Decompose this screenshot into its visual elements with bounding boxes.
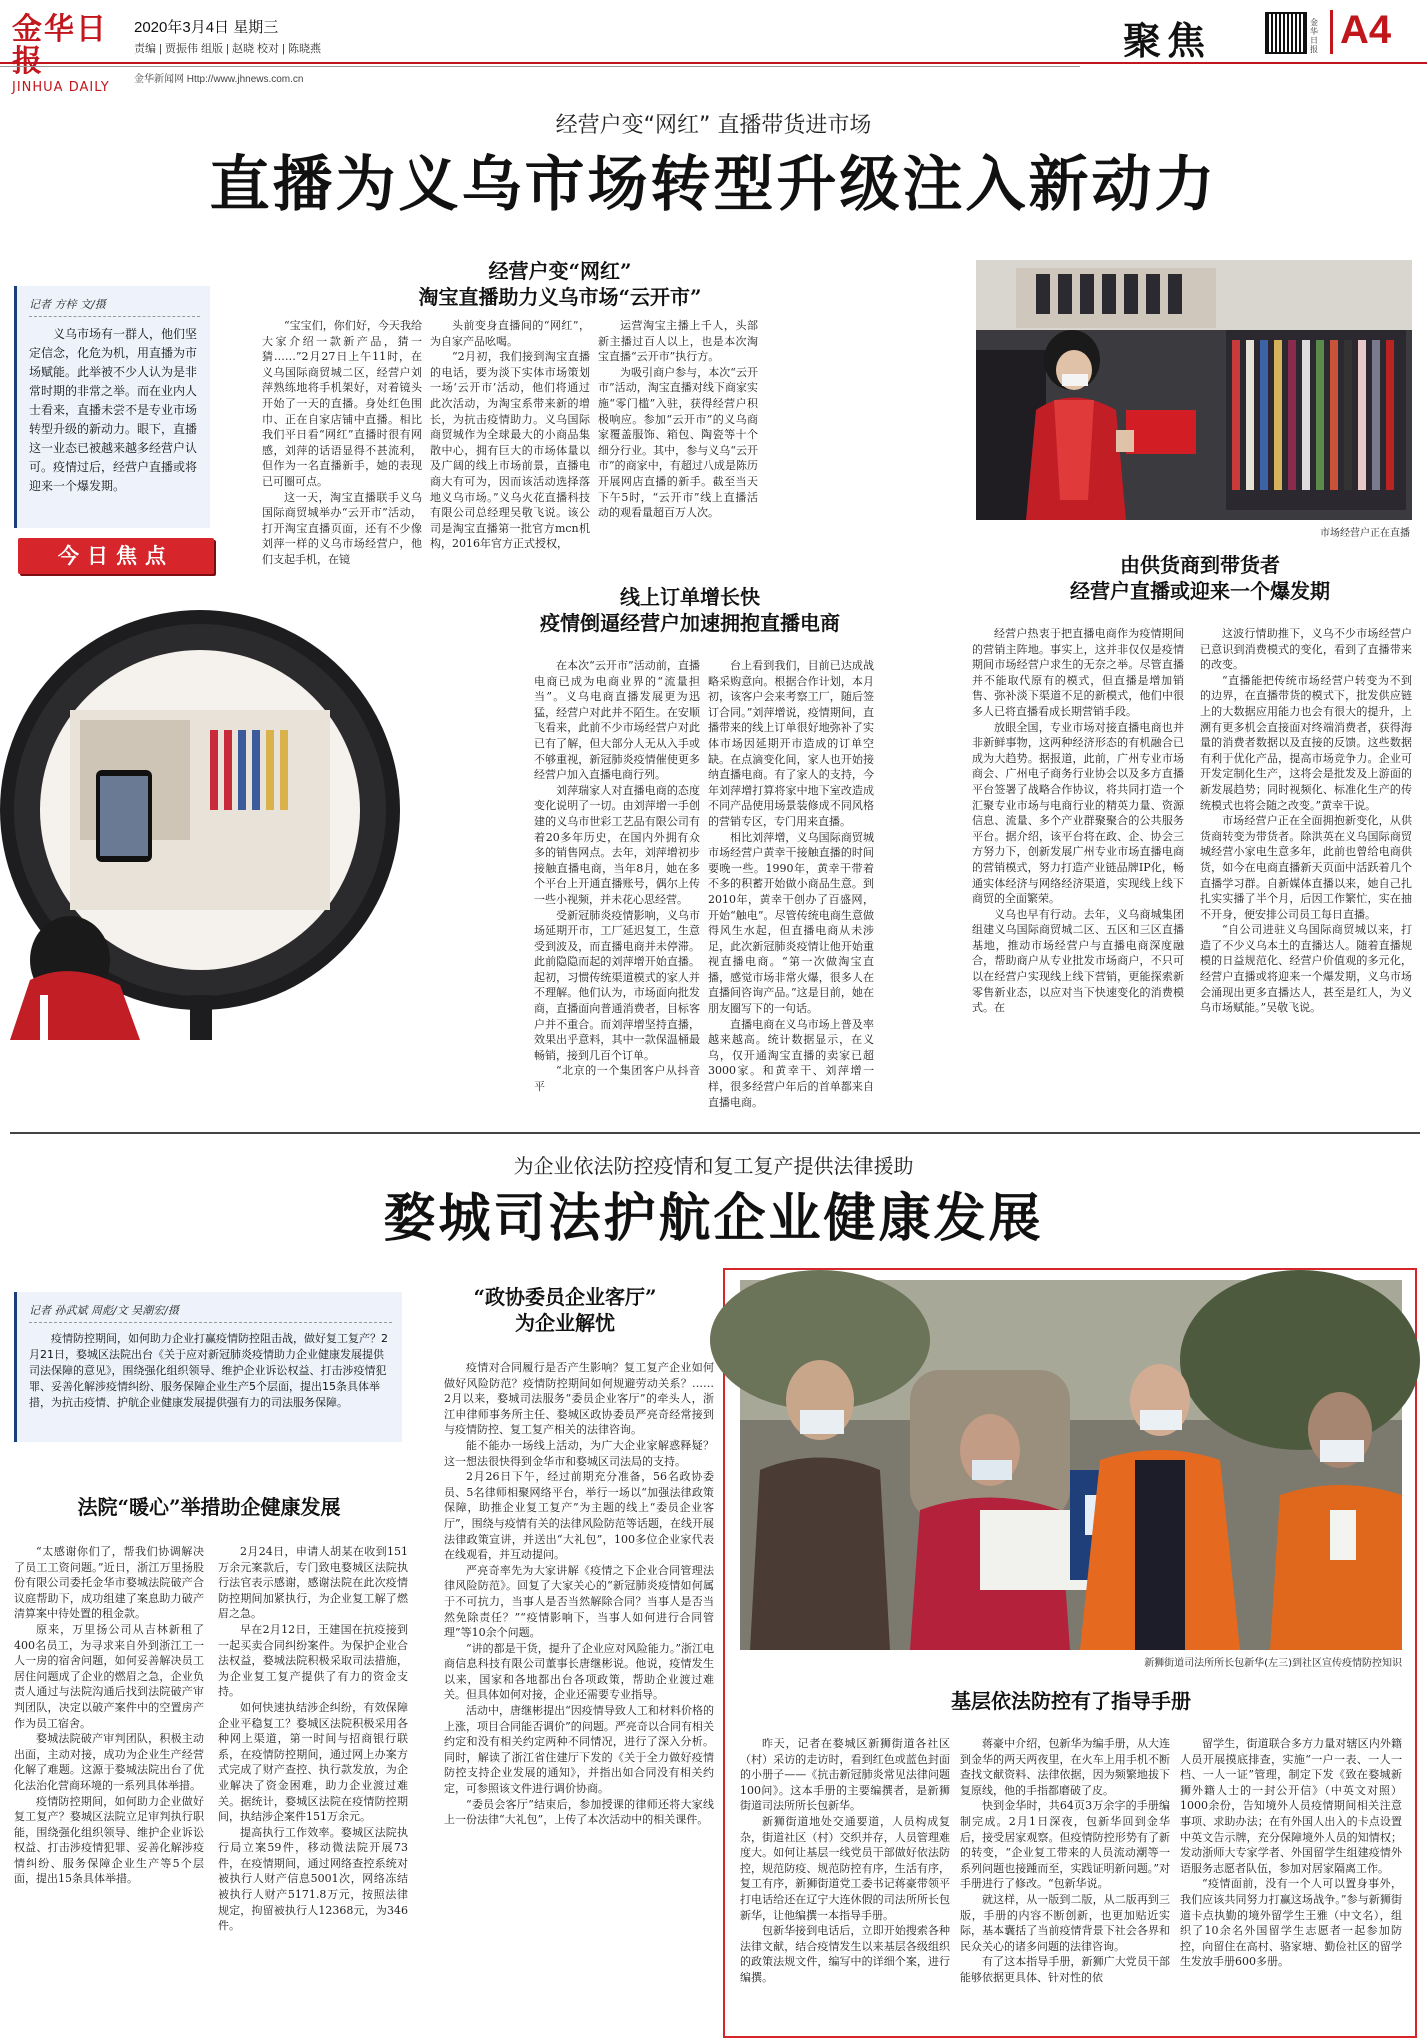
story1-sub2-title-a: 线上订单增长快 [620, 585, 760, 609]
photo2-caption: 新狮街道司法所所长包新华(左三)到社区宣传疫情防控知识 [1144, 1658, 1402, 1669]
photo1-caption: 市场经营户正在直播 [1320, 528, 1410, 539]
story2-byline: 记者 孙武斌 周彪/文 吴潮宏/摄 [29, 1302, 392, 1323]
brand-name: 金华日 [12, 12, 108, 47]
story2-sub2-title-b: 为企业解忧 [515, 1311, 615, 1335]
page-number: A4 [1340, 8, 1392, 52]
story1-sub3-col2: 这波行情助推下，义乌不少市场经营户已意识到消费模式的变化，看到了直播带来的改变。 “直播能把传统市场经营户转变为不到的边界，在直播带货的模式下，批发供应链上的大数据应用能力也会有很大的提升，上溯有更多机会直接面对终端消费者，获得海量的消费者数据以及直接的反馈。这些数据有利于优化产品，提高市场竞争力。企业可开发定制化生产，这将会是批发及上游面的新发展趋势；同时视频化、标准化生产的传统模式也将会随之改变。”黄幸干说。 市场经营户正在全面拥抱新变化，从供货商转变为带货者。除洪英在义乌国际商贸城经营小家电生意多年，此前也曾给电商供货，如今在电商直播新天页面中活跃着几个直播学习群。自新媒体直播以来，她自己扎扎实实播了半个月，后因工作繁忙，实在抽不开身，便安排公司员工每日直播。 “自公司进驻义乌国际商贸城以来，打造了不少义乌本土的直播达人。随着直播规模的日益规范化、经营户价值观的多元化，经营户直播或将迎来一个爆发期，义乌市场会涌现出更多直播达人，甚至是红人，为义乌市场赋能。”吴敬飞说。 [1200, 627, 1412, 1015]
story2-sub2-title-a: “政协委员企业客厅” [473, 1285, 657, 1309]
story-divider [10, 1132, 1420, 1134]
legal-aid-photo-art [740, 1280, 1402, 1650]
qr-caption: 金华日报 [1310, 18, 1318, 54]
story2-sub3-col2: 蒋豪中介绍，包新华为编手册，从大连到金华的两天两夜里，在火车上用手机不断查找文献资料、法律依据，因为频繁地拔下复原线，他的手指都磨破了皮。 快到金华时，共64页3万余字的手册编制完成。2月1日深夜，包新华回到金华后，接受居家观察。但疫情防控形势有了新的转变，“企业复工带来的人员流动潮等一系列问题也接踵而至，实践证明新问题。”对手册进行了修改。“包新华说。 就这样，从一版到二版，从二版再到三版，手册的内容不断创新，也更加贴近实际，基本囊括了当前疫情背景下社会各界和民众关心的诸多问题的法律咨询。 有了这本指导手册，新狮广大党员干部能够依据更具体、针对性的依 [960, 1737, 1170, 1984]
qr-code-icon[interactable] [1265, 12, 1307, 54]
story1-sub3-col1: 经营户热衷于把直播电商作为疫情期间的营销主阵地。事实上，这并非仅仅是疫情期间市场经营户求生的无奈之举。尽管直播并不能取代原有的模式，但直播是增加销售、弥补淡下渠道不足的新模式，他们中很多人已将直播看成长期营销手段。 放眼全国，专业市场对接直播电商也并非新鲜事物，这两种经济形态的有机融合已成为大趋势。据报道，此前，广州专业市场商会、广州电子商务行业协会以及多方直播平台签署了战略合作协议，将共同打造一个汇聚专业市场与电商行业的精英力量、资源信息、流量、多个产业群聚聚合的公共服务平台。据介绍，该平台将在政、企、协会三方努力下，创新发展广州专业市场直播电商的营销模式，努力打造产业链品牌IP化，畅通实体经济与网络经济渠道，实现线上线下商贸的全面繁荣。 义乌也早有行动。去年，义乌商城集团组建义乌国际商贸城二区、五区和三区直播基地，推动市场经营户与直播电商深度融合，帮助商户从专业批发市场商户，不只可以在经营户实现线上线下营销，更能探索新零售新业态，以应对当下快速变化的消费模式。在 [972, 627, 1184, 1015]
story1-sub2-title-b: 疫情倒逼经营户加速拥抱直播电商 [540, 611, 840, 635]
story1-sub1-title [300, 258, 820, 310]
brand-name-en: JINHUA DAILY [12, 80, 110, 95]
story2-sub3-col3: 留学生，街道联合多方力量对辖区内外籍人员开展摸底排查，实施“一户一表、一人一档、一人一证”管理，制定下发《致在婺城新狮外籍人士的一封公开信》（中英文对照）1000余份，告知境外人员疫情期间相关注意事项、求助办法；在有外国人出入的卡点设置中英文告示牌，充分保障境外人员的知情权；发动浙师大专家学者、外国留学生组建疫情外语服务志愿者队伍，参加对居家隔离工作。 “疫情面前，没有一个人可以置身事外，我们应该共同努力打赢这场战争。”参与新狮街道卡点执勤的境外留学生王雅（中文名），组织了10余名外国留学生志愿者一起参加防控，向留住在高村、骆家塘、勤俭社区的留学生发放手册600多册。 [1180, 1737, 1402, 1969]
story1-sub3-title [1000, 552, 1400, 604]
header-rule [0, 62, 1427, 64]
story2-sub2-col: 疫情对合同履行是否产生影响？复工复产企业如何做好风险防范？疫情防控期间如何规避劳动关系？……2月以来，婺城司法服务“委员企业客厅”的牵头人，浙江申律师事务所主任、婺城区政协委员严亮奇经常接到与疫情防控、复工复产相关的法律咨询。 能不能办一场线上活动，为广大企业家解惑释疑？这一想法很快得到金华市和婺城区司法局的支持。 2月26日下午，经过前期充分准备，56名政协委员、5名律师相聚网络平台，举行一场以“加强法律政策保障，助推企业复工复产”为主题的线上“委员企业客厅”，围绕与疫情有关的法律风险防范等话题，在线开展法律政策宣讲，并送出“大礼包”，100多位企业家代表在线观看，并互动提问。 严亮奇率先为大家讲解《疫情之下企业合同管理法律风险防范》。回复了大家关心的“新冠肺炎疫情如何属于不可抗力，当事人是否当然解除合同？当事人是否当然免除责任？”“疫情影响下，当事人如何进行合同管理”等10余个问题。 “讲的都是干货，提升了企业应对风险能力。”浙江电商信息科技有限公司董事长唐继彬说。他说，疫情发生以来，国家和各地都出台各项政策，帮助企业渡过难关。但具体如何对接，企业还需要专业指导。 活动中，唐继彬提出“因疫情导致人工和材料价格的上涨，项目合同能否调价”的问题。严亮奇以合同有相关约定和没有相关约定两种不同情况，进行了深入分析。同时，解读了浙江省住建厅下发的《关于全力做好疫情防控支持企业发展的通知》，并指出如合同没有相关约定，可参照该文件进行调价协商。 “委员会客厅”结束后，参加授课的律师还将大家线上一份法律“大礼包”，上传了本次活动中的相关课件。 [444, 1361, 714, 1827]
story1-sub2-col1: 在本次“云开市”活动前，直播电商已成为电商业界的“流量担当”。义乌电商直播发展更为迅猛，经营户对此并不陌生。在安顺飞看来，此前不少市场经营户对此已有了解，但大部分人无从入手或不够重视，新冠肺炎疫情催使更多经营户加入直播电商行列。 刘萍瑞家人对直播电商的态度变化说明了一切。由刘萍增一手创建的义乌市世彩工艺品有限公司有着20多年历史，在国内外拥有众多的销售网点。去年，刘萍增初步接触直播电商，当年8月，她在多个平台上开通直播账号，偶尔上传一些小视频，并未花心思经营。 受新冠肺炎疫情影响，义乌市场延期开市，工厂延迟复工，生意受到波及，而直播电商并未停滞。此前隐隐而起的刘萍增开始直播。起初，习惯传统渠道模式的家人并不理解。他们认为，市场面向批发商，直播面向普通消费者，目标客户并不重合。而刘萍增坚持直播，效果出乎意料，其中一款保温桶最畅销，接到几百个订单。 “北京的一个集团客户从抖音平 [534, 659, 700, 1094]
story1-byline: 记者 方梓 文/摄 [29, 296, 200, 317]
story1-sub1-col3: 运营淘宝主播上千人，头部新主播过百人以上，也是本次淘宝直播“云开市”执行方。 为吸引商户参与，本次“云开市”活动，淘宝直播对线下商家实施“零门槛”入驻，获得经营户积极响应。参加“云开市”的义乌商家覆盖服饰、箱包、陶瓷等十个细分行业。其中，参与义乌“云开市”的商家中，有超过八成是陈历开展网店直播的新手。截至当天下午5时，“云开市”线上直播活动的观看量超百万人次。 [598, 319, 758, 520]
livestream-photo-top [976, 260, 1412, 520]
masthead-logo [12, 12, 122, 95]
story2-sub1-col1: “太感谢你们了，帮我们协调解决了员工工资问题。”近日，浙江万里扬股份有限公司委托金华市婺城法院破产合议庭帮助下，成功组建了案息助力破产清算案中待处置的租金款。 原来，万里扬公司从吉林新租了400名员工，为寻求来自外到浙江工一人一房的宿舍问题，如何妥善解决员工居住问题成了企业的燃眉之急，企业负责人通过与法院沟通后找到法院破产审判团队，决定以破产案件中的空置房产作为员工宿舍。 婺城法院破产审判团队，积极主动出面，主动对接，成功为企业生产经营化解了难题。这源于婺城法院出台了优化法治化营商环境的一系列具体举措。 疫情防控期间，如何助力企业做好复工复产？婺城区法院立足审判执行职能，围绕强化组织领导、维护企业诉讼权益、打击涉疫情犯罪、妥善化解涉疫情纠纷、服务保障企业生产等5个层面，提出15条具体举措。 [14, 1545, 204, 1886]
story1-sub1-title-a: 经营户变“网红” [488, 259, 632, 283]
story1-sub2-title [440, 584, 940, 636]
today-focus-badge: 今日焦点 [18, 538, 214, 574]
story1-sub1-col1: “宝宝们，你们好，今天我给大家介绍一款新产品，猜一猜……”2月27日上午11时，在义乌国际商贸城二区，经营户刘萍熟练地将手机架好，对着镜头开始了一天的直播。身处红色围巾、正在自家店铺中直播。相比我们平日看“网红”直播时很有网感，刘萍的话语显得不甚流利，但作为一名直播新手，她的表现已可圈可点。 这一天，淘宝直播联手义乌国际商贸城举办“云开市”活动，打开淘宝直播页面，还有不少像刘萍一样的义乌市场经营户，他们支起手机，在镜 [262, 319, 422, 566]
story2-lead-box [14, 1292, 402, 1442]
website-url[interactable]: 金华新闻网 Http://www.jhnews.com.cn [134, 74, 304, 85]
story1-sub3-title-a: 由供货商到带货者 [1120, 553, 1280, 577]
livestream-photo-top-art [976, 260, 1412, 520]
story2-sub2-title [420, 1284, 710, 1336]
staff-credits: 责编 | 贾振伟 组版 | 赵晓 校对 | 陈晓燕 [134, 43, 322, 55]
story1-sub3-title-b: 经营户直播或迎来一个爆发期 [1070, 579, 1330, 603]
story2-kicker: 为企业依法防控疫情和复工复产提供法律援助 [513, 1154, 914, 1178]
story1-sub1-col2: 头前变身直播间的“网红”，为自家产品吆喝。 “2月初，我们接到淘宝直播的电话，要为淡下实体市场策划一场‘云开市’活动，他们将通过此次活动，为淘宝系带来新的增长，为抗击疫情助力。义乌国际商贸城作为全球最大的小商品集散中心，拥有巨大的市场体量以及广阔的线上市场前景，直播电商大有可为，因而该活动选择落地义乌市场。”义乌火花直播科技有限公司总经理吴敬飞说。该公司是淘宝直播第一批官方mcn机构，2016年官方正式授权， [430, 319, 590, 551]
story2-headline: 婺城司法护航企业健康发展 [383, 1189, 1044, 1249]
story1-lead-box [14, 286, 210, 528]
ring-light-photo [10, 600, 430, 1040]
legal-aid-photo [740, 1280, 1402, 1650]
story2-sub3-col1: 昨天，记者在婺城区新狮街道各社区（村）采访的走访时，看到红色或蓝色封面的小册子——《抗击新冠肺炎常见法律问题100问》。这本手册的主要编撰者，是新狮街道司法所所长包新华。 新狮街道地处交通要道，人员构成复杂，街道社区（村）交织并存，人员管理难度大。如何让基层一线党员干部做好依法防控，规范防疫、规范防控有序，生活有序，复工有序，新狮街道党工委书记蒋豪带领平打电话给还在辽宁大连休假的司法所所长包新华，让他编撰一本指导手册。 包新华接到电话后，立即开始搜索各种法律文献，结合疫情发生以来基层各级组织的政策法规文件，编写中的详细个案，进行编撰。 [740, 1737, 950, 1984]
ring-light-photo-art [10, 600, 430, 1040]
story1-sub1-title-b: 淘宝直播助力义乌市场“云开市” [418, 285, 702, 309]
section-title: 聚焦 [1123, 19, 1212, 63]
story2-sub1-col2: 2月24日，申请人胡某在收到151万余元案款后，专门致电婺城区法院执行法官表示感谢，感谢法院在此次疫情防控期间加紧执行，为企业复工解了燃眉之急。 早在2月12日，王建国在抗疫接到一起买卖合同纠纷案件。为保护企业合法权益，婺城法院积极采取司法措施，为企业复工复产提供了有力的资金支持。 如何快速执结涉企纠纷，有效保障企业平稳复工？婺城区法院积极采用各种网上渠道，第一时间与招商银行联系，在疫情防控期间，通过网上办案方式完成了财产查控、执行款发放，为企业解决了资金困难，助力企业渡过难关。据统计，婺城区法院在疫情防控期间，执结涉企案件151万余元。 提高执行工作效率。婺城区法院执行局立案59件，移动微法院开展73件，在疫情期间，通过网络查控系统对被执行人财产信息5001次，网络冻结被执行人财产5171.8万元，按照法律规定，拘留被执行人12368元，为346件。 [218, 1545, 408, 1933]
story2-lead: 疫情防控期间，如何助力企业打赢疫情防控阻击战，做好复工复产？2月21日，婺城区法院出台《关于应对新冠肺炎疫情助力企业健康发展提供司法保障的意见》，围绕强化组织领导、维护企业诉讼权益、打击涉疫情犯罪、妥善化解涉疫情纠纷、服务保障企业生产5个层面，提出15条具体举措，为抗击疫情、护航企业健康发展提供强有力的司法服务保障。 [29, 1332, 388, 1409]
story1-sub2-col2: 台上看到我们，目前已达成战略采购意向。根据合作计划，本月初，该客户会来考察工厂，随后签订合同。”刘萍增说，疫情期间，直播带来的线上订单很好地弥补了实体市场因延期开市造成的订单空缺。在点滴变化间，家人也开始接纳直播电商。有了家人的支持，今年刘萍增打算将家中地下室改造成不同产品使用场景装修成不同风格的营销专区，专门用来直播。 相比刘萍增，义乌国际商贸城市场经营户黄幸干接触直播的时间要晚一些。1990年，黄幸干带着不多的积蓄开始做小商品生意。到2010年，黄幸干创办了百盛网，开始“触电”。尽管传统电商生意做得风生水起，但直播电商从未涉足，此次新冠肺炎疫情让他开始重视直播电商。“第一次做淘宝直播，感觉市场非常火爆，很多人在直播间咨询产品。”这是目前，她在朋友圈写下的一句话。 直播电商在义乌市场上普及率越来越高。统计数据显示，在义乌，仅开通淘宝直播的卖家已超3000家。和黄幸干、刘萍增一样，很多经营户年后的首单都来自直播电商。 [708, 659, 874, 1109]
story2-sub3-title: 基层依法防控有了指导手册 [951, 1689, 1191, 1713]
header-rule-thin [0, 66, 1080, 67]
story1-lead: 义乌市场有一群人，他们坚定信念，化危为机，用直播为市场赋能。此举被不少人认为是非常时期的非常之举。而在业内人士看来，直播未尝不是专业市场转型升级的新动力。眼下，直播这一业态已被越来越多经营户认可。疫情过后，经营户直播或将迎来一个爆发期。 [29, 327, 198, 493]
issue-date: 2020年3月4日 星期三 [134, 19, 279, 36]
page-number-bar [1330, 10, 1333, 54]
story2-sub1-title: 法院“暖心”举措助企健康发展 [77, 1495, 341, 1519]
story1-headline: 直播为义乌市场转型升级注入新动力 [209, 150, 1218, 220]
story1-kicker: 经营户变“网红” 直播带货进市场 [555, 113, 872, 138]
